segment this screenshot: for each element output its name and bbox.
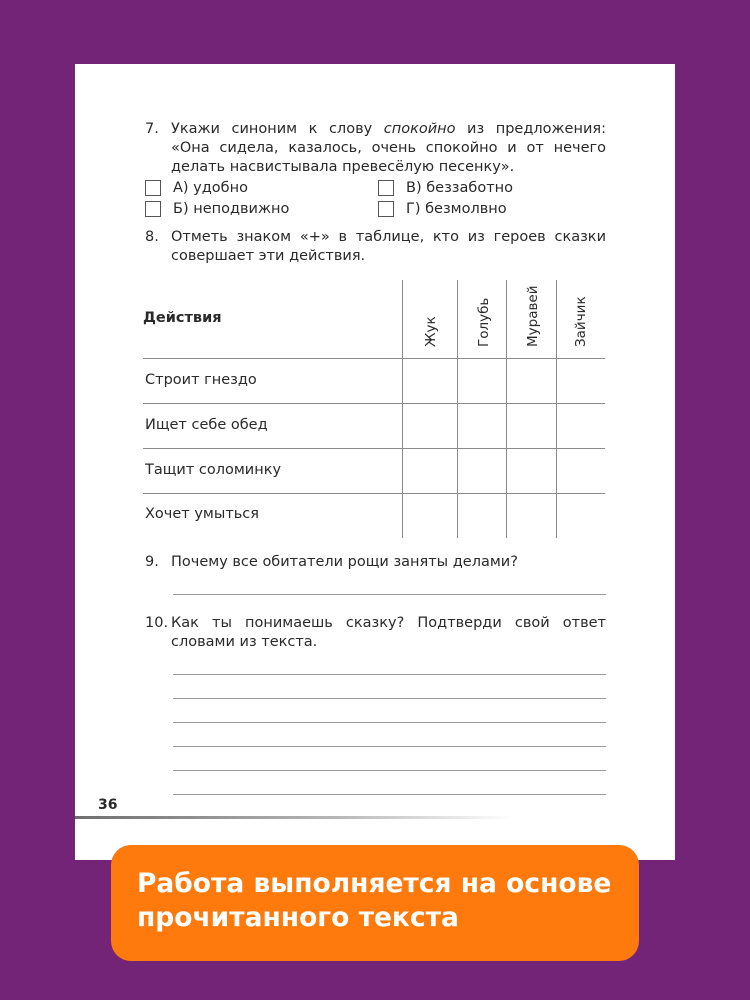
option-b[interactable]: Б) неподвижно [145, 200, 289, 218]
table-row-label: Ищет себе обед [145, 417, 268, 433]
question-7 [145, 120, 606, 177]
answer-line[interactable] [173, 722, 606, 723]
table-cell[interactable] [403, 404, 457, 448]
checkbox[interactable] [378, 201, 394, 217]
checkbox[interactable] [145, 180, 161, 196]
question-number: 9. [145, 554, 159, 570]
table-cell[interactable] [458, 404, 506, 448]
question-text: Как ты понимаешь сказку? Подтверди свой ответ словами из текста. [171, 615, 606, 650]
table-cell[interactable] [557, 359, 605, 403]
answer-line[interactable] [173, 698, 606, 699]
table-cell[interactable] [507, 449, 556, 493]
option-a[interactable]: А) удобно [145, 179, 248, 197]
table-cell[interactable] [403, 449, 457, 493]
workbook-page [75, 64, 675, 860]
table-cell[interactable] [557, 449, 605, 493]
banner-text-line-1: Работа выполняется на основе [137, 868, 612, 899]
footer-rule [75, 816, 515, 819]
table-cell[interactable] [557, 404, 605, 448]
question-text: Отметь знаком «+» в таблице, кто из героев сказки совершает эти действия. [171, 229, 606, 264]
banner-text-line-2: прочитанного текста [137, 902, 459, 933]
question-number: 7. [145, 121, 159, 137]
question-8 [145, 228, 606, 266]
question-text: Укажи синоним к слову спокойно из предложения: «Она сидела, казалось, очень спокойно и от нечего делать насвистывала превесёлую песенку». [171, 121, 606, 175]
column-header-zaychik: Зайчик [573, 296, 589, 347]
answer-line[interactable] [173, 674, 606, 675]
table-cell[interactable] [403, 494, 457, 538]
table-cell[interactable] [507, 404, 556, 448]
question-9 [145, 553, 606, 572]
column-header-muravey: Муравей [525, 285, 541, 347]
table-cell[interactable] [458, 494, 506, 538]
column-header-zhuk: Жук [423, 316, 439, 347]
page-number: 36 [98, 797, 118, 813]
answer-line[interactable] [173, 770, 606, 771]
table-cell[interactable] [507, 494, 556, 538]
promo-banner [111, 845, 639, 961]
option-g[interactable]: Г) безмолвно [378, 200, 507, 218]
column-header-golub: Голубь [476, 297, 492, 347]
answer-line[interactable] [173, 794, 606, 795]
answer-line[interactable] [173, 594, 606, 595]
question-10 [145, 614, 606, 652]
table-row-label: Строит гнездо [145, 372, 257, 388]
option-v[interactable]: В) беззаботно [378, 179, 513, 197]
answer-line[interactable] [173, 746, 606, 747]
table-cell[interactable] [557, 494, 605, 538]
table-cell[interactable] [507, 359, 556, 403]
question-text: Почему все обитатели рощи заняты делами? [171, 554, 518, 570]
table-row-label: Хочет умыться [145, 506, 260, 522]
question-number: 10. [145, 615, 169, 631]
question-number: 8. [145, 229, 159, 245]
table-row-label: Тащит соломинку [145, 462, 282, 478]
table-cell[interactable] [458, 359, 506, 403]
table-cell[interactable] [458, 449, 506, 493]
table-cell[interactable] [403, 359, 457, 403]
checkbox[interactable] [378, 180, 394, 196]
table-header-actions: Действия [143, 310, 222, 326]
checkbox[interactable] [145, 201, 161, 217]
